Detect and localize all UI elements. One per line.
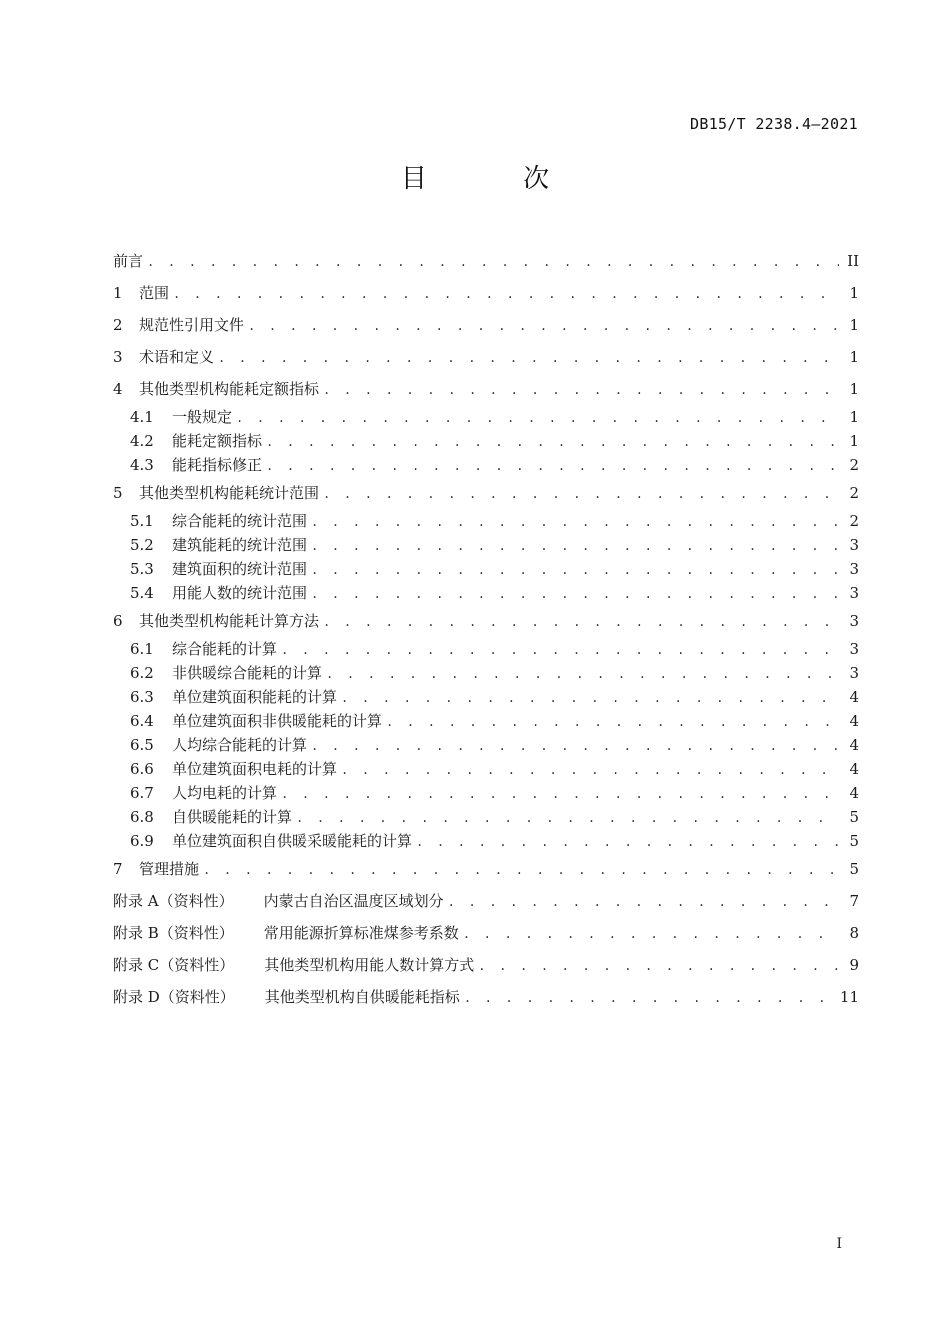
toc-entry-number: 4.2 [130, 432, 154, 450]
toc-entry-page: 4 [849, 784, 859, 802]
toc-entry-page: 11 [839, 988, 859, 1006]
toc-entry-number: 6.1 [130, 640, 154, 658]
toc-entry-page: 7 [849, 892, 859, 910]
toc-entry-number: 6.5 [130, 736, 154, 754]
dot-leader [236, 406, 839, 430]
toc-entry-page: 1 [849, 348, 859, 366]
dot-leader [311, 510, 839, 534]
toc-entry-page: 3 [849, 612, 859, 630]
toc-entry-7[interactable] [113, 853, 859, 885]
toc-entry-title: 单位建筑面积非供暖能耗的计算 [172, 712, 383, 730]
toc-entry-title: 内蒙古自治区温度区域划分 [263, 892, 444, 910]
toc-entry-5-2[interactable] [113, 533, 859, 557]
toc-appendix-label: 附录 D（资料性） [113, 988, 235, 1006]
toc-entry-number: 4.1 [130, 408, 154, 426]
dot-leader [147, 246, 839, 278]
dot-leader [341, 758, 839, 782]
toc-entry-page: 5 [849, 860, 859, 878]
toc-entry-title: 自供暖能耗的计算 [172, 808, 293, 826]
toc-entry-6-5[interactable] [113, 733, 859, 757]
toc-entry-5-1[interactable] [113, 509, 859, 533]
toc-entry-number: 5.4 [130, 584, 154, 602]
toc-entry-number: 6.4 [130, 712, 154, 730]
toc-entry-5-4[interactable] [113, 581, 859, 605]
dot-leader [464, 982, 834, 1014]
toc-entry-page: 4 [849, 760, 859, 778]
toc-entry-appendix-a[interactable] [113, 885, 859, 917]
dot-leader [203, 854, 839, 886]
toc-entry-title: 能耗定额指标 [172, 432, 263, 450]
toc-entry-number: 2 [113, 316, 123, 334]
toc-entry-number: 4 [113, 380, 123, 398]
toc-entry-title: 单位建筑面积能耗的计算 [172, 688, 338, 706]
toc-entry-title: 一般规定 [172, 408, 233, 426]
toc-entry-number: 6.8 [130, 808, 154, 826]
toc-entry-1[interactable] [113, 277, 859, 309]
toc-entry-page: II [847, 252, 859, 270]
toc-entry-number: 3 [113, 348, 123, 366]
toc-entry-page: 1 [849, 316, 859, 334]
toc-entry-title: 术语和定义 [139, 348, 215, 366]
dot-leader [218, 342, 839, 374]
toc-entry-title: 单位建筑面积电耗的计算 [172, 760, 338, 778]
toc-appendix-label: 附录 A（资料性） [113, 892, 234, 910]
toc-entry-number: 5.3 [130, 560, 154, 578]
toc-entry-page: 9 [849, 956, 859, 974]
toc-entry-page: 2 [849, 484, 859, 502]
toc-entry-6-4[interactable] [113, 709, 859, 733]
toc-entry-page: 3 [849, 584, 859, 602]
dot-leader [248, 310, 839, 342]
toc-entry-6-3[interactable] [113, 685, 859, 709]
toc-entry-number: 6.3 [130, 688, 154, 706]
toc-entry-appendix-d[interactable] [113, 981, 859, 1013]
toc-entry-page: 4 [849, 688, 859, 706]
toc-entry-4-1[interactable] [113, 405, 859, 429]
toc-entry-number: 6.9 [130, 832, 154, 850]
toc-entry-6-6[interactable] [113, 757, 859, 781]
toc-entry-6-7[interactable] [113, 781, 859, 805]
toc-entry-number: 6.7 [130, 784, 154, 802]
toc-entry-foreword[interactable] [113, 245, 859, 277]
toc-entry-appendix-c[interactable] [113, 949, 859, 981]
toc-entry-appendix-b[interactable] [113, 917, 859, 949]
dot-leader [323, 478, 839, 510]
toc-entry-title: 综合能耗的统计范围 [172, 512, 308, 530]
toc-entry-page: 3 [849, 640, 859, 658]
dot-leader [311, 534, 839, 558]
toc-entry-page: 3 [849, 664, 859, 682]
toc-entry-number: 6 [113, 612, 123, 630]
toc-entry-5[interactable] [113, 477, 859, 509]
dot-leader [296, 806, 839, 830]
toc-entry-page: 1 [849, 432, 859, 450]
toc-entry-4-3[interactable] [113, 453, 859, 477]
toc-entry-2[interactable] [113, 309, 859, 341]
toc-entry-page: 3 [849, 560, 859, 578]
toc-entry-6[interactable] [113, 605, 859, 637]
toc-entry-page: 8 [849, 924, 859, 942]
toc-entry-title: 能耗指标修正 [172, 456, 263, 474]
dot-leader [448, 886, 839, 918]
toc-entry-title: 常用能源折算标准煤参考系数 [263, 924, 459, 942]
toc-entry-title: 建筑能耗的统计范围 [172, 536, 308, 554]
toc-entry-page: 2 [849, 512, 859, 530]
toc-entry-4[interactable] [113, 373, 859, 405]
toc-entry-title: 其他类型机构能耗定额指标 [139, 380, 320, 398]
toc-entry-page: 4 [849, 736, 859, 754]
toc-entry-page: 1 [849, 284, 859, 302]
toc-entry-title: 综合能耗的计算 [172, 640, 278, 658]
dot-leader [386, 710, 839, 734]
toc-entry-number: 5.2 [130, 536, 154, 554]
page-number: I [836, 1236, 842, 1252]
toc-entry-6-9[interactable] [113, 829, 859, 853]
toc-entry-title: 其他类型机构自供暖能耗指标 [264, 988, 460, 1006]
toc-entry-number: 4.3 [130, 456, 154, 474]
toc-entry-6-8[interactable] [113, 805, 859, 829]
toc-entry-6-2[interactable] [113, 661, 859, 685]
toc-entry-title: 用能人数的统计范围 [172, 584, 308, 602]
toc-entry-page: 2 [849, 456, 859, 474]
toc-entry-number: 6.2 [130, 664, 154, 682]
toc-entry-title: 建筑面积的统计范围 [172, 560, 308, 578]
toc-entry-title: 人均综合能耗的计算 [172, 736, 308, 754]
dot-leader [281, 638, 839, 662]
toc-entry-4-2[interactable] [113, 429, 859, 453]
toc-entry-5-3[interactable] [113, 557, 859, 581]
toc-appendix-label: 附录 C（资料性） [113, 956, 235, 974]
toc-title: 目 次 [400, 164, 594, 194]
dot-leader [173, 278, 839, 310]
toc-entry-page: 1 [849, 380, 859, 398]
toc-entry-page: 5 [849, 832, 859, 850]
toc-entry-number: 1 [113, 284, 123, 302]
document-code: DB15/T 2238.4—2021 [690, 115, 858, 133]
dot-leader [416, 830, 839, 854]
toc-entry-number: 7 [113, 860, 123, 878]
toc-entry-page: 5 [849, 808, 859, 826]
toc-entry-page: 3 [849, 536, 859, 554]
dot-leader [311, 558, 839, 582]
toc-entry-page: 4 [849, 712, 859, 730]
toc-entry-title: 其他类型机构能耗计算方法 [139, 612, 320, 630]
toc-entry-number: 6.6 [130, 760, 154, 778]
dot-leader [326, 662, 839, 686]
table-of-contents [113, 245, 859, 1013]
dot-leader [311, 582, 839, 606]
toc-entry-title: 其他类型机构用能人数计算方式 [264, 956, 475, 974]
toc-entry-title: 前言 [113, 252, 144, 270]
toc-appendix-label: 附录 B（资料性） [113, 924, 234, 942]
toc-entry-title: 单位建筑面积自供暖采暖能耗的计算 [172, 832, 413, 850]
dot-leader [311, 734, 839, 758]
toc-entry-title: 范围 [139, 284, 170, 302]
toc-entry-page: 1 [849, 408, 859, 426]
dot-leader [341, 686, 839, 710]
toc-entry-number: 5 [113, 484, 123, 502]
dot-leader [463, 918, 839, 950]
dot-leader [478, 950, 839, 982]
toc-entry-6-1[interactable] [113, 637, 859, 661]
toc-entry-3[interactable] [113, 341, 859, 373]
toc-entry-number: 5.1 [130, 512, 154, 530]
toc-entry-title: 管理措施 [139, 860, 200, 878]
dot-leader [323, 374, 839, 406]
dot-leader [281, 782, 839, 806]
toc-entry-title: 其他类型机构能耗统计范围 [139, 484, 320, 502]
dot-leader [266, 430, 839, 454]
dot-leader [266, 454, 839, 478]
toc-entry-title: 人均电耗的计算 [172, 784, 278, 802]
toc-entry-title: 规范性引用文件 [139, 316, 245, 334]
toc-entry-title: 非供暖综合能耗的计算 [172, 664, 323, 682]
dot-leader [323, 606, 839, 638]
